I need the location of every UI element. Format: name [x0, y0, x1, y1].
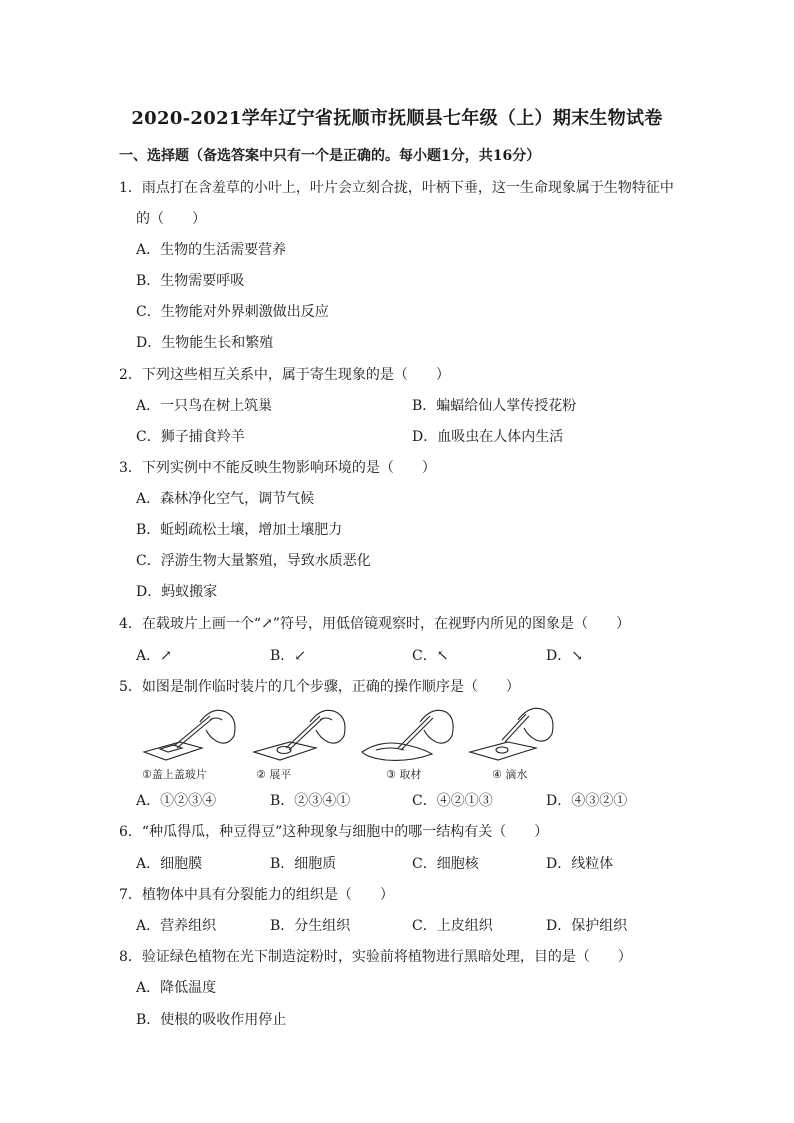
q4-option-b: B．↙	[270, 648, 307, 664]
q6-option-c: C．细胞核	[412, 856, 479, 872]
q3-option-b: B．蚯蚓疏松土壤，增加土壤肥力	[136, 522, 343, 538]
question-6-stem: 6．“种瓜得瓜，种豆得豆”这种现象与细胞中的哪一结构有关（ ）	[119, 824, 549, 840]
q1-option-c: C．生物能对外界刺激做出反应	[136, 304, 329, 320]
slide-steps-illustration	[140, 702, 560, 766]
q8-option-a: A．降低温度	[136, 980, 217, 996]
section-heading: 一、选择题（备选答案中只有一个是正确的。每小题1分，共16分）	[119, 148, 541, 164]
q2-option-c: C．狮子捕食羚羊	[136, 429, 245, 445]
q2-option-b: B．蝙蝠给仙人掌传授花粉	[412, 398, 577, 414]
q5-option-d: D．④③②①	[546, 793, 628, 809]
q7-option-a: A．营养组织	[136, 918, 217, 934]
q4-option-c: C．↖	[412, 648, 449, 664]
step-2-caption: ② 展平	[256, 768, 292, 781]
question-7-stem: 7．植物体中具有分裂能力的组织是（ ）	[119, 887, 394, 903]
q6-option-d: D．线粒体	[546, 856, 614, 872]
q7-option-d: D．保护组织	[546, 918, 628, 934]
q3-option-c: C．浮游生物大量繁殖，导致水质恶化	[136, 553, 371, 569]
q3-option-d: D．蚂蚁搬家	[136, 584, 218, 600]
question-1-stem: 1．雨点打在含羞草的小叶上，叶片会立刻合拢，叶柄下垂，这一生命现象属于生物特征中	[119, 180, 674, 196]
step-4-caption: ④ 滴水	[492, 768, 528, 781]
q7-option-c: C．上皮组织	[412, 918, 493, 934]
q5-option-c: C．④②①③	[412, 793, 493, 809]
question-8-stem: 8．验证绿色植物在光下制造淀粉时，实验前将植物进行黑暗处理，目的是（ ）	[119, 949, 632, 965]
q1-option-b: B．生物需要呼吸	[136, 273, 245, 289]
question-4-stem: 4．在载玻片上画一个“↗”符号，用低倍镜观察时，在视野内所见的图象是（ ）	[119, 616, 630, 632]
step-cover-slip-drawing	[144, 710, 235, 760]
slide-preparation-figure	[140, 702, 560, 784]
q8-option-b: B．使根的吸收作用停止	[136, 1012, 287, 1028]
question-3-stem: 3．下列实例中不能反映生物影响环境的是（ ）	[119, 460, 436, 476]
step-drop-water-drawing	[470, 708, 553, 760]
step-spread-drawing	[254, 710, 345, 760]
q1-option-a: A．生物的生活需要营养	[136, 242, 287, 258]
q3-option-a: A．森林净化空气，调节气候	[136, 491, 315, 507]
step-take-material-drawing	[362, 710, 453, 760]
q6-option-b: B．细胞质	[270, 856, 337, 872]
page-title: 2020-2021学年辽宁省抚顺市抚顺县七年级（上）期末生物试卷	[131, 108, 663, 129]
step-1-caption: ①盖上盖玻片	[142, 768, 207, 781]
q4-option-a: A．↗	[136, 648, 172, 664]
q7-option-b: B．分生组织	[270, 918, 351, 934]
q2-option-d: D．血吸虫在人体内生活	[412, 429, 564, 445]
q1-option-d: D．生物能生长和繁殖	[136, 335, 274, 351]
q5-option-a: A．①②③④	[136, 793, 217, 809]
q5-option-b: B．②③④①	[270, 793, 351, 809]
q6-option-a: A．细胞膜	[136, 856, 203, 872]
question-2-stem: 2．下列这些相互关系中，属于寄生现象的是（ ）	[119, 367, 450, 383]
step-3-caption: ③ 取材	[386, 768, 422, 781]
q4-option-d: D．↘	[546, 648, 583, 664]
q2-option-a: A．一只鸟在树上筑巢	[136, 398, 273, 414]
question-1-stem-cont: 的（ ）	[136, 211, 206, 227]
question-5-stem: 5．如图是制作临时装片的几个步骤，正确的操作顺序是（ ）	[119, 679, 520, 695]
